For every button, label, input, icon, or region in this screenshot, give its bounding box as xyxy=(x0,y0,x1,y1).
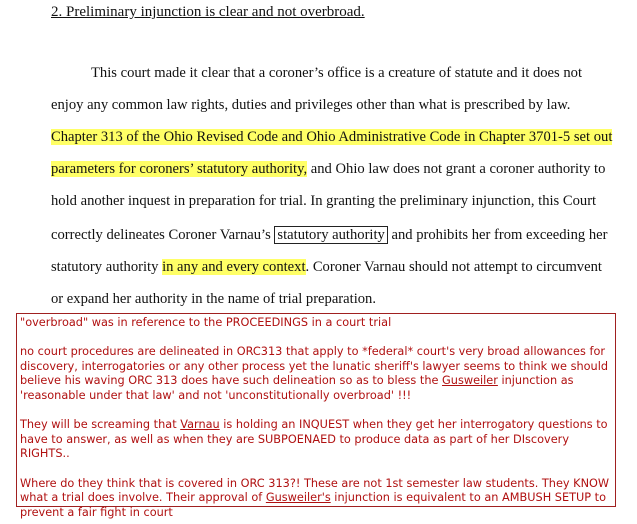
document-line xyxy=(91,64,582,82)
text-segment: . Coroner Varnau should not attempt to circumvent xyxy=(305,259,602,275)
annotation-text: is holding an INQUEST when they get her interrogatory questions to have to answer, as well as when they are SUBPOENAED to produce data as part of her DIscovery RIGHTS.. xyxy=(20,418,608,461)
annotation-paragraph xyxy=(20,316,612,331)
text-segment: enjoy any common law rights, duties and privileges other than what is prescribed by law. xyxy=(51,97,571,113)
document-heading: 2. Preliminary injunction is clear and not overbroad. xyxy=(51,4,365,20)
document-line xyxy=(51,226,607,244)
underlined-name: Gusweiler xyxy=(442,374,498,388)
annotation-paragraph xyxy=(20,345,612,403)
annotation-text: injunction is equivalent to an AMBUSH SETUP to prevent a fair fight in court xyxy=(20,491,606,519)
text-segment: statutory authority xyxy=(51,259,163,275)
text-segment: correctly delineates Coroner Varnau’s xyxy=(51,227,275,243)
document-line xyxy=(51,160,605,178)
text-segment: and Ohio law does not grant a coroner authority to xyxy=(307,161,606,177)
highlighted-text: parameters for coroners’ statutory authority, xyxy=(51,161,308,177)
boxed-text: statutory authority xyxy=(274,226,387,244)
text-segment: or expand her authority in the name of trial preparation. xyxy=(51,291,376,307)
annotation-text: injunction as 'reasonable under that law' and not 'unconstitutionally overbroad' !!! xyxy=(20,374,574,402)
highlighted-text: Chapter 313 of the Ohio Revised Code and Ohio Administrative Code in Chapter 3701-5 set out xyxy=(51,129,613,145)
annotation-text: no court procedures are delineated in ORC313 that apply to *federal* court's very broad allowances for discovery, interrogatories or any other process yet the lunatic sheriff's lawyer seems to think we should believe his waving ORC 313 does have such delineation so as to bless the xyxy=(20,345,609,388)
annotation-text: "overbroad" was in reference to the PROCEEDINGS in a court trial xyxy=(20,316,392,329)
annotation-box xyxy=(16,313,616,519)
annotation-text: They will be screaming that xyxy=(20,418,181,432)
annotation-paragraph xyxy=(20,477,612,521)
document-line xyxy=(51,192,596,210)
text-segment: hold another inquest in preparation for trial. In granting the preliminary injunction, this Court xyxy=(51,193,597,209)
text-segment: and prohibits her from exceeding her xyxy=(387,227,608,243)
annotation-text: Where do they think that is covered in ORC 313?! These are not 1st semester law students. They KNOW what a trial does involve. Their approval of xyxy=(20,476,610,505)
underlined-name: Gusweiler's xyxy=(265,491,331,505)
annotation-paragraph xyxy=(20,418,612,462)
underlined-name: Varnau xyxy=(180,418,220,432)
document-line xyxy=(51,128,612,146)
document-line xyxy=(51,290,376,308)
document-line xyxy=(51,96,570,114)
highlighted-text: in any and every context xyxy=(162,259,306,275)
text-segment: This court made it clear that a coroner’s office is a creature of statute and it does not xyxy=(91,65,582,81)
document-line xyxy=(51,258,602,276)
